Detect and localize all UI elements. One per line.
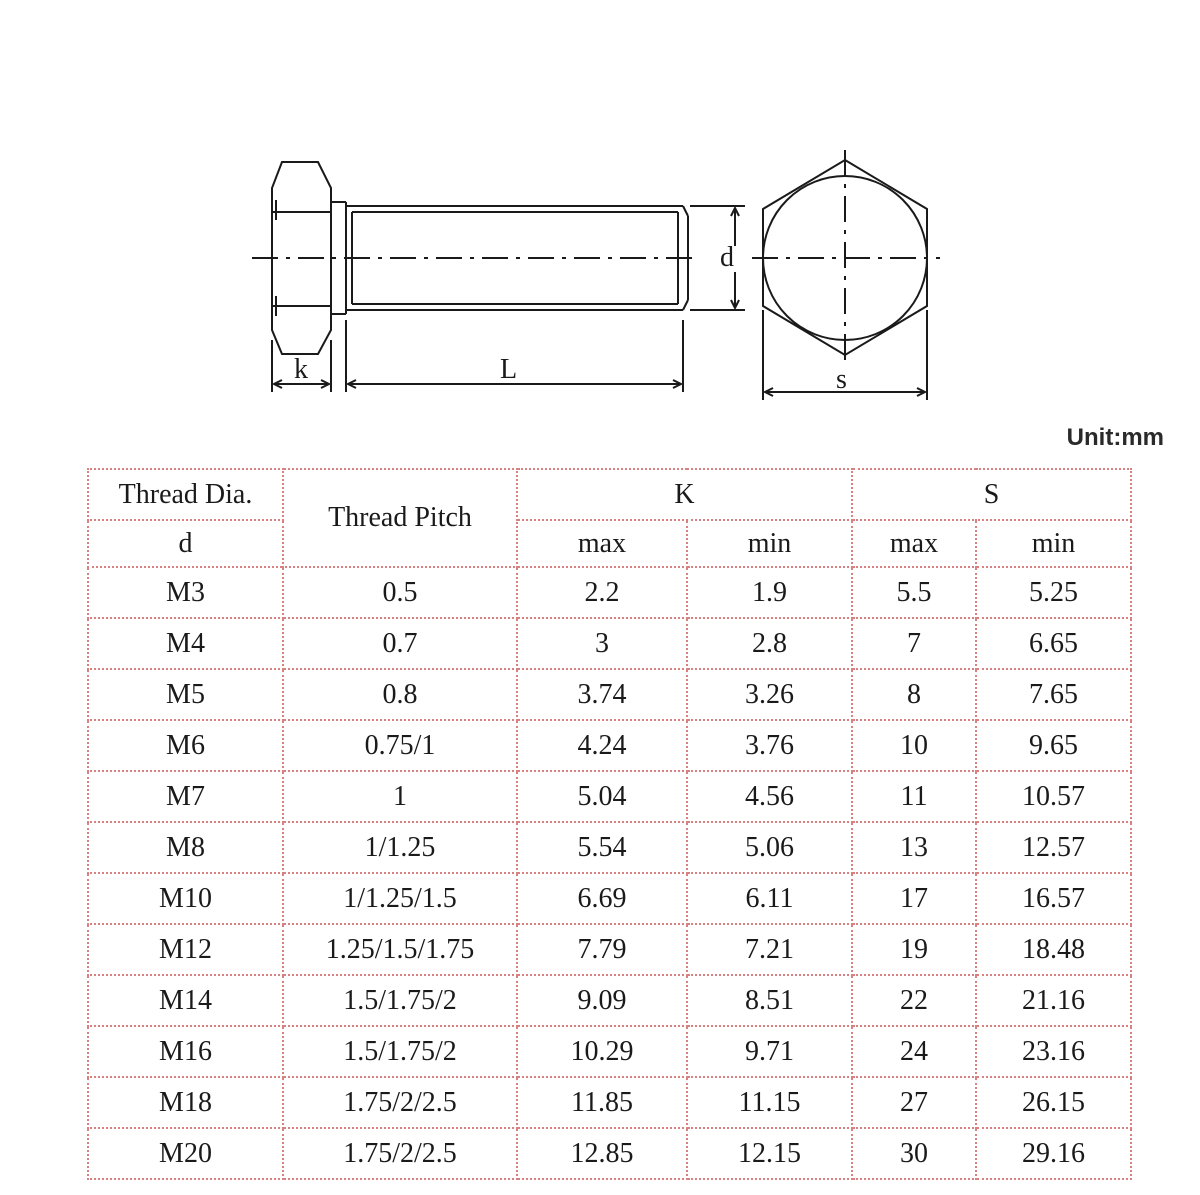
table-row bbox=[88, 720, 1131, 771]
cell-thread-dia: M7 bbox=[88, 771, 283, 822]
cell-s-max: 7 bbox=[852, 618, 976, 669]
cell-s-max: 24 bbox=[852, 1026, 976, 1077]
table-row bbox=[88, 873, 1131, 924]
cell-thread-pitch: 1.5/1.75/2 bbox=[283, 975, 517, 1026]
unit-label: Unit:mm bbox=[1066, 424, 1164, 451]
dimension-k-L bbox=[272, 320, 683, 392]
cell-k-min: 2.8 bbox=[687, 618, 852, 669]
label-L: L bbox=[500, 354, 518, 385]
cell-thread-pitch: 1.75/2/2.5 bbox=[283, 1077, 517, 1128]
cell-k-max: 11.85 bbox=[517, 1077, 687, 1128]
cell-thread-pitch: 1.75/2/2.5 bbox=[283, 1128, 517, 1179]
cell-thread-dia: M6 bbox=[88, 720, 283, 771]
cell-s-min: 18.48 bbox=[976, 924, 1131, 975]
label-s: s bbox=[836, 364, 847, 395]
cell-k-max: 12.85 bbox=[517, 1128, 687, 1179]
cell-k-min: 7.21 bbox=[687, 924, 852, 975]
cell-thread-pitch: 1/1.25/1.5 bbox=[283, 873, 517, 924]
cell-s-min: 12.57 bbox=[976, 822, 1131, 873]
cell-thread-dia: M5 bbox=[88, 669, 283, 720]
cell-k-min: 3.76 bbox=[687, 720, 852, 771]
header-s: S bbox=[852, 469, 1131, 520]
cell-k-max: 5.04 bbox=[517, 771, 687, 822]
cell-thread-pitch: 1.5/1.75/2 bbox=[283, 1026, 517, 1077]
cell-s-max: 8 bbox=[852, 669, 976, 720]
cell-s-min: 5.25 bbox=[976, 567, 1131, 618]
cell-k-max: 10.29 bbox=[517, 1026, 687, 1077]
cell-s-max: 5.5 bbox=[852, 567, 976, 618]
cell-thread-dia: M3 bbox=[88, 567, 283, 618]
cell-s-max: 11 bbox=[852, 771, 976, 822]
header-row-2 bbox=[88, 520, 1131, 567]
cell-s-min: 7.65 bbox=[976, 669, 1131, 720]
cell-k-max: 7.79 bbox=[517, 924, 687, 975]
table-body bbox=[88, 567, 1131, 1179]
cell-s-max: 10 bbox=[852, 720, 976, 771]
cell-thread-pitch: 0.8 bbox=[283, 669, 517, 720]
cell-k-max: 3 bbox=[517, 618, 687, 669]
table-row bbox=[88, 1128, 1131, 1179]
cell-thread-pitch: 0.7 bbox=[283, 618, 517, 669]
table-row bbox=[88, 618, 1131, 669]
header-d: d bbox=[88, 520, 283, 567]
label-d: d bbox=[720, 242, 734, 273]
cell-k-max: 9.09 bbox=[517, 975, 687, 1026]
cell-s-max: 22 bbox=[852, 975, 976, 1026]
cell-k-min: 1.9 bbox=[687, 567, 852, 618]
bolt-technical-drawing bbox=[0, 0, 1200, 420]
cell-k-max: 6.69 bbox=[517, 873, 687, 924]
header-k-min: min bbox=[687, 520, 852, 567]
cell-s-max: 27 bbox=[852, 1077, 976, 1128]
table-row bbox=[88, 567, 1131, 618]
cell-s-min: 26.15 bbox=[976, 1077, 1131, 1128]
cell-thread-pitch: 1/1.25 bbox=[283, 822, 517, 873]
header-row-1 bbox=[88, 469, 1131, 520]
header-k-max: max bbox=[517, 520, 687, 567]
table-row bbox=[88, 771, 1131, 822]
cell-k-min: 12.15 bbox=[687, 1128, 852, 1179]
table-row bbox=[88, 975, 1131, 1026]
table-row bbox=[88, 1026, 1131, 1077]
bolt-spec-table bbox=[87, 468, 1132, 1180]
header-thread-dia: Thread Dia. bbox=[88, 469, 283, 520]
cell-k-min: 6.11 bbox=[687, 873, 852, 924]
table-row bbox=[88, 924, 1131, 975]
cell-thread-pitch: 1.25/1.5/1.75 bbox=[283, 924, 517, 975]
cell-k-max: 4.24 bbox=[517, 720, 687, 771]
header-thread-pitch: Thread Pitch bbox=[283, 469, 517, 567]
cell-thread-dia: M12 bbox=[88, 924, 283, 975]
table-row bbox=[88, 822, 1131, 873]
cell-s-max: 19 bbox=[852, 924, 976, 975]
header-s-max: max bbox=[852, 520, 976, 567]
cell-thread-pitch: 1 bbox=[283, 771, 517, 822]
cell-thread-dia: M18 bbox=[88, 1077, 283, 1128]
cell-k-max: 5.54 bbox=[517, 822, 687, 873]
cell-k-min: 5.06 bbox=[687, 822, 852, 873]
cell-k-min: 8.51 bbox=[687, 975, 852, 1026]
cell-k-min: 4.56 bbox=[687, 771, 852, 822]
cell-thread-dia: M4 bbox=[88, 618, 283, 669]
cell-s-min: 10.57 bbox=[976, 771, 1131, 822]
cell-s-min: 21.16 bbox=[976, 975, 1131, 1026]
cell-k-min: 9.71 bbox=[687, 1026, 852, 1077]
cell-k-min: 11.15 bbox=[687, 1077, 852, 1128]
bolt-head-end-view bbox=[752, 150, 940, 365]
cell-s-min: 23.16 bbox=[976, 1026, 1131, 1077]
header-s-min: min bbox=[976, 520, 1131, 567]
label-k: k bbox=[294, 354, 308, 385]
cell-s-max: 30 bbox=[852, 1128, 976, 1179]
cell-thread-dia: M8 bbox=[88, 822, 283, 873]
cell-thread-pitch: 0.75/1 bbox=[283, 720, 517, 771]
cell-thread-dia: M16 bbox=[88, 1026, 283, 1077]
cell-s-min: 16.57 bbox=[976, 873, 1131, 924]
cell-s-min: 29.16 bbox=[976, 1128, 1131, 1179]
dimension-d bbox=[690, 206, 745, 310]
cell-k-max: 2.2 bbox=[517, 567, 687, 618]
cell-s-min: 6.65 bbox=[976, 618, 1131, 669]
cell-thread-pitch: 0.5 bbox=[283, 567, 517, 618]
header-k: K bbox=[517, 469, 852, 520]
cell-s-min: 9.65 bbox=[976, 720, 1131, 771]
cell-thread-dia: M10 bbox=[88, 873, 283, 924]
cell-k-min: 3.26 bbox=[687, 669, 852, 720]
cell-thread-dia: M14 bbox=[88, 975, 283, 1026]
cell-s-max: 17 bbox=[852, 873, 976, 924]
cell-thread-dia: M20 bbox=[88, 1128, 283, 1179]
table-row bbox=[88, 1077, 1131, 1128]
table-row bbox=[88, 669, 1131, 720]
cell-k-max: 3.74 bbox=[517, 669, 687, 720]
cell-s-max: 13 bbox=[852, 822, 976, 873]
